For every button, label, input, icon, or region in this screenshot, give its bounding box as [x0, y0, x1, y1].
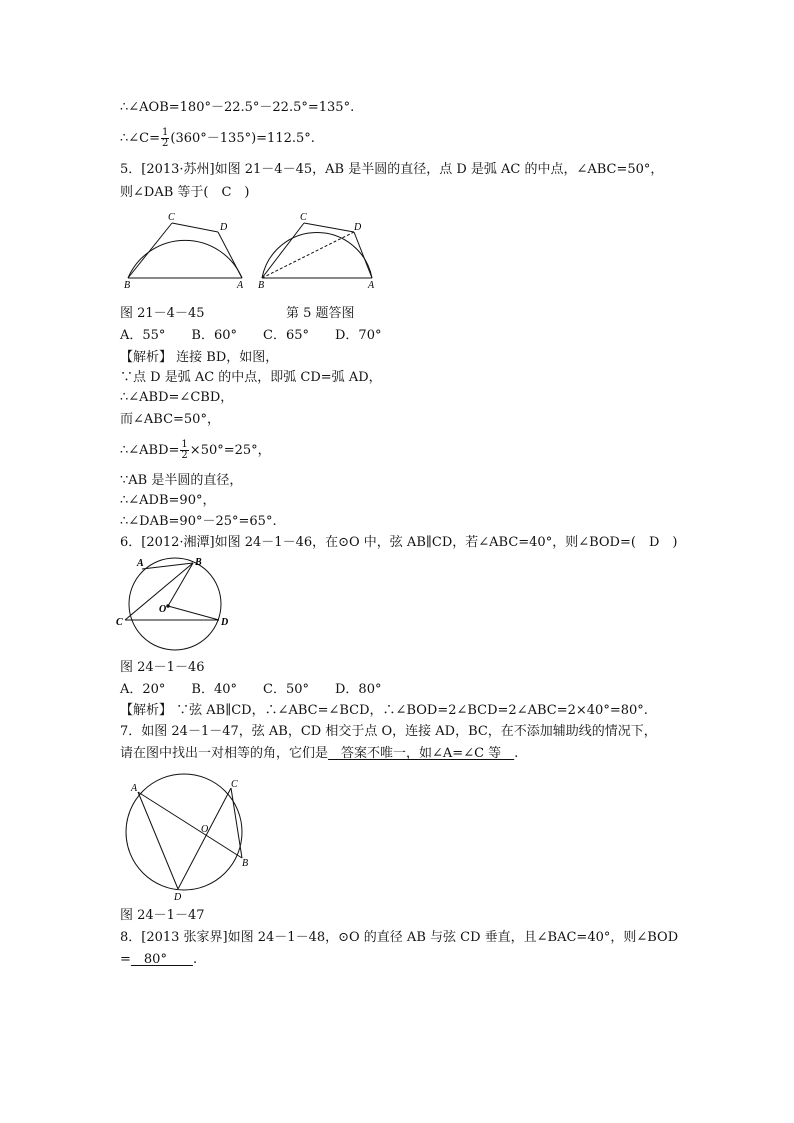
fraction-half — [161, 128, 169, 149]
question-7-end: . — [514, 746, 519, 761]
question-5-solution-4: 而∠ABC=50°， — [120, 412, 220, 427]
chord-da — [354, 232, 372, 278]
question-7-line1: 7．如图 24－1－47，弦 AB，CD 相交于点 O，连接 AD，BC，在不添加辅助线的情况下， — [120, 724, 657, 739]
figure-24-1-46 — [115, 556, 235, 656]
figure-24-1-47 — [118, 772, 258, 900]
solution-5-prefix: ∴∠ABD= — [120, 443, 180, 458]
question-5-solution-5 — [120, 440, 271, 461]
label-b: B — [258, 280, 265, 290]
question-7-prompt: 请在图中找出一对相等的角，它们是 — [120, 746, 329, 761]
auxiliary-line-bd — [262, 232, 354, 278]
figure-answer-5 — [254, 208, 384, 290]
fraction-numerator: 1 — [181, 439, 188, 450]
line-angle-c-prefix: ∴∠C= — [120, 131, 161, 146]
fraction-half — [180, 440, 188, 461]
label-d: D — [220, 222, 228, 233]
chord-bc — [262, 223, 304, 278]
question-6-options: A．20° B．40° C．50° D．80° — [120, 682, 382, 697]
label-a: A — [368, 280, 375, 290]
figure-5-answer-caption: 第 5 题答图 — [286, 306, 355, 321]
figure-5-caption: 图 21－4－45 — [120, 306, 205, 321]
label-c: C — [231, 779, 238, 790]
fraction-denominator: 2 — [162, 138, 169, 149]
label-c: C — [116, 617, 123, 628]
question-5-solution-6: ∵AB 是半圆的直径， — [120, 473, 243, 488]
semicircle-arc — [262, 233, 372, 278]
label-o: O — [159, 604, 167, 615]
question-8-line2 — [120, 952, 197, 968]
question-5-solution-3: ∴∠ABD=∠CBD， — [120, 390, 234, 405]
question-8-answer-blank: 80° — [130, 952, 193, 967]
label-a: A — [137, 558, 144, 569]
label-b: B — [124, 280, 131, 290]
question-5-line1: 5．[2013·苏州]如图 21－4－45，AB 是半圆的直径，点 D 是弧 AC 的中点，∠ABC=50°， — [120, 162, 664, 177]
question-5-solution-2: ∵点 D 是弧 AC 的中点，即弧 CD=弧 AD， — [120, 370, 382, 385]
question-8-equals: = — [120, 952, 131, 967]
label-c: C — [300, 212, 307, 223]
question-5-solution-1: 【解析】 连接 BD，如图， — [120, 350, 279, 365]
figure-7-caption: 图 24－1－47 — [120, 908, 205, 923]
figure-21-4-45 — [120, 208, 250, 290]
question-5-solution-8: ∴∠DAB=90°－25°=65°. — [120, 514, 277, 529]
line-angle-c-suffix: (360°－135°)=112.5°. — [170, 131, 315, 146]
question-5-solution-7: ∴∠ADB=90°， — [120, 493, 216, 508]
fraction-numerator: 1 — [162, 127, 169, 138]
chord-ab — [138, 792, 242, 858]
question-6-solution: 【解析】 ∵弦 AB∥CD，∴∠ABC=∠BCD，∴∠BOD=2∠BCD=2∠ABC=2×40°=80°. — [120, 703, 648, 718]
label-b: B — [242, 858, 249, 869]
question-5-options: A．55° B．60° C．65° D．70° — [120, 328, 382, 343]
question-6: 6．[2012·湘潭]如图 24－1－46，在⊙O 中，弦 AB∥CD，若∠ABC=40°，则∠BOD=( D ) — [120, 535, 678, 550]
label-o: O — [201, 824, 209, 835]
label-d: D — [354, 222, 362, 233]
label-d: D — [174, 892, 182, 900]
chord-cd — [172, 223, 218, 232]
question-5-line2: 则∠DAB 等于( C ) — [120, 185, 250, 200]
question-7-line2 — [120, 746, 518, 762]
center-point — [166, 604, 170, 608]
radius-od — [168, 606, 219, 620]
chord-cd — [178, 788, 231, 889]
solution-5-suffix: ×50°=25°， — [189, 443, 271, 458]
fraction-denominator: 2 — [181, 450, 188, 461]
chord-cd — [304, 223, 354, 232]
radius-ob — [168, 563, 193, 606]
chord-da — [218, 232, 242, 278]
segment-cb — [231, 788, 242, 858]
label-a: A — [237, 280, 244, 290]
label-c: C — [168, 212, 175, 223]
chord-bc — [128, 223, 172, 278]
question-8-end: . — [192, 952, 198, 967]
figure-6-caption: 图 24－1－46 — [120, 660, 205, 675]
circle — [126, 774, 242, 890]
circle-o — [129, 558, 221, 650]
label-b: B — [195, 557, 202, 568]
line-angle-c — [120, 128, 315, 149]
line-angle-aob: ∴∠AOB=180°－22.5°－22.5°=135°. — [120, 100, 355, 115]
label-a: A — [131, 783, 138, 794]
question-8-line1: 8．[2013 张家界]如图 24－1－48，⊙O 的直径 AB 与弦 CD 垂直，且∠BAC=40°，则∠BOD — [120, 930, 679, 945]
label-d: D — [221, 617, 229, 628]
question-7-answer-blank: 答案不唯一，如∠A=∠C 等 — [328, 746, 515, 761]
